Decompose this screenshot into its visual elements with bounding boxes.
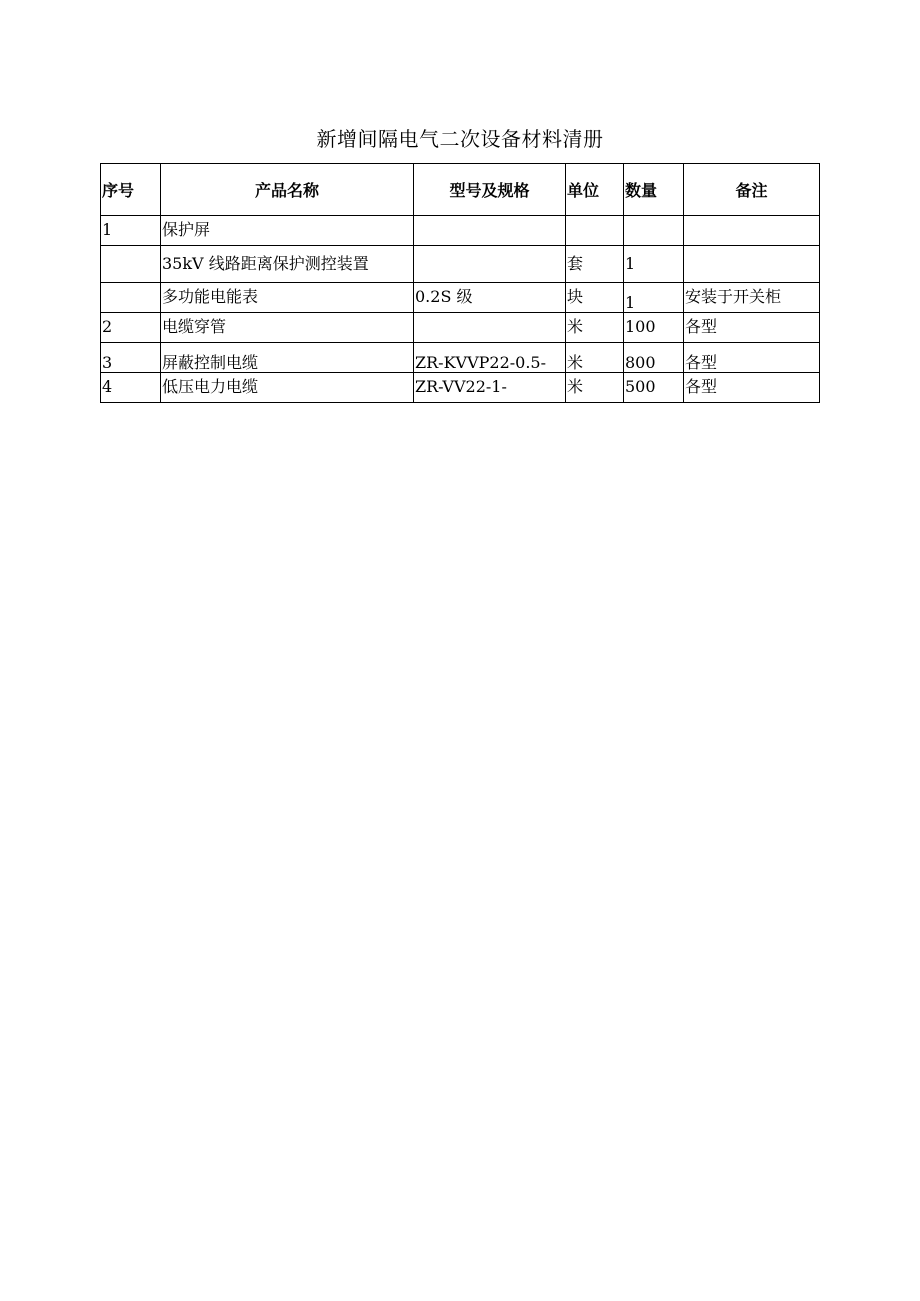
header-note: 备注	[684, 164, 820, 216]
cell-unit-text: 米	[567, 353, 584, 372]
cell-note	[684, 216, 820, 246]
cell-unit	[566, 216, 624, 246]
cell-model: ZR-VV22-1-	[414, 373, 566, 403]
table-header-row	[101, 164, 820, 216]
cell-qty	[624, 283, 684, 313]
cell-seq: 1	[101, 216, 161, 246]
cell-model: 0.2S 级	[414, 283, 566, 313]
table-row	[101, 246, 820, 283]
cell-unit: 米	[566, 313, 624, 343]
cell-note-text: 各型	[685, 353, 718, 372]
table-row	[101, 216, 820, 246]
cell-qty	[624, 343, 684, 373]
cell-note	[684, 246, 820, 283]
cell-seq	[101, 283, 161, 313]
cell-note: 各型	[684, 373, 820, 403]
header-name: 产品名称	[161, 164, 414, 216]
cell-unit: 套	[566, 246, 624, 283]
cell-qty	[624, 216, 684, 246]
cell-model	[414, 313, 566, 343]
cell-qty: 500	[624, 373, 684, 403]
cell-unit: 米	[566, 373, 624, 403]
cell-qty-text: 1	[625, 293, 636, 312]
cell-model	[414, 246, 566, 283]
table-row	[101, 373, 820, 403]
materials-table	[100, 163, 820, 403]
table-row	[101, 283, 820, 313]
header-qty: 数量	[624, 164, 684, 216]
cell-note	[684, 343, 820, 373]
table-row	[101, 313, 820, 343]
cell-model	[414, 216, 566, 246]
header-model: 型号及规格	[414, 164, 566, 216]
cell-qty: 100	[624, 313, 684, 343]
cell-seq: 4	[101, 373, 161, 403]
cell-unit	[566, 343, 624, 373]
page-title: 新增间隔电气二次设备材料清册	[316, 127, 604, 151]
cell-qty-text: 800	[625, 353, 656, 372]
cell-seq	[101, 246, 161, 283]
cell-qty: 1	[624, 246, 684, 283]
cell-name: 电缆穿管	[161, 313, 414, 343]
cell-note: 各型	[684, 313, 820, 343]
cell-name: 保护屏	[161, 216, 414, 246]
cell-name: 低压电力电缆	[161, 373, 414, 403]
cell-seq-text: 3	[102, 353, 113, 372]
cell-note: 安装于开关柜	[684, 283, 820, 313]
header-unit: 单位	[566, 164, 624, 216]
cell-seq	[101, 343, 161, 373]
cell-model-text: ZR-KVVP22-0.5-	[415, 353, 547, 372]
cell-name: 35kV 线路距离保护测控装置	[161, 246, 414, 283]
cell-name: 多功能电能表	[161, 283, 414, 313]
cell-name	[161, 343, 414, 373]
cell-unit: 块	[566, 283, 624, 313]
table-row	[101, 343, 820, 373]
cell-model	[414, 343, 566, 373]
header-seq: 序号	[101, 164, 161, 216]
cell-name-text: 屏蔽控制电缆	[162, 353, 259, 372]
cell-seq: 2	[101, 313, 161, 343]
